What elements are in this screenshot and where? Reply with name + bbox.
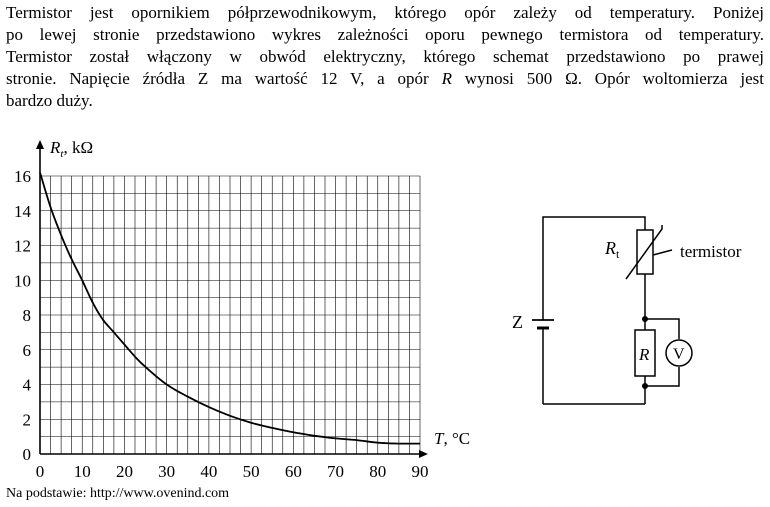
x-tick-label: 70 [327, 462, 345, 481]
y-tick-label: 2 [22, 410, 31, 430]
chart-axes [36, 140, 428, 458]
y-tick-label: 8 [22, 306, 31, 325]
y-tick-label: 6 [22, 340, 31, 360]
line-4-part-a: stronie. Napięcie źródła Z ma wartość 12 V, a opór [6, 69, 442, 88]
line-4-part-b: wynosi 500 Ω. Opór woltomierza jest [451, 69, 765, 88]
x-tick-label: 60 [284, 462, 302, 481]
y-axis-arrow [36, 140, 44, 149]
thermistor-pointer [653, 250, 672, 255]
resistor-label: R [639, 345, 650, 364]
junction-bottom [642, 383, 648, 389]
y-tick-label: 14 [14, 201, 31, 221]
x-tick-labels [36, 462, 429, 481]
y-tick-label: 10 [14, 271, 31, 291]
x-tick-label: 10 [73, 462, 91, 481]
x-axis-label: T, °C [434, 429, 471, 448]
junction-top [642, 316, 648, 322]
y-axis-label: $R_t$, kΩ [50, 138, 94, 160]
problem-text-line-3: Termistor został włączony w obwód elektryczny, którego schemat przedstawiono po prawej [6, 47, 764, 66]
y-tick-labels [14, 167, 32, 464]
voltmeter-label: V [673, 346, 685, 363]
y-tick-label: 0 [22, 445, 31, 464]
thermistor-label: $R_t$ [605, 238, 620, 261]
problem-text-line-1: Termistor jest opornikiem półprzewodnikowym, którego opór zależy od temperatury. Poniżej [6, 3, 764, 22]
x-tick-label: 20 [115, 462, 133, 481]
x-tick-label: 90 [411, 462, 429, 481]
x-tick-label: 40 [200, 462, 218, 481]
chart-grid [40, 176, 420, 454]
x-tick-label: 50 [242, 462, 260, 481]
source-note: Na podstawie: http://www.ovenind.com [6, 486, 230, 501]
thermistor-note: termistor [680, 242, 742, 261]
y-tick-label: 12 [14, 236, 31, 256]
circuit-wire-top [543, 217, 645, 320]
x-tick-label: 80 [369, 462, 387, 481]
source-label: Z [512, 312, 523, 332]
problem-text-line-5: bardzo duży. [6, 91, 93, 110]
problem-text-line-2: po lewej stronie przedstawiono wykres zależności oporu pewnego termistora od temperatury. [6, 25, 764, 44]
y-tick-label: 16 [14, 167, 31, 186]
y-tick-label: 4 [22, 375, 31, 395]
resistor-symbol-inline: R [441, 69, 452, 88]
x-tick-label: 0 [35, 462, 45, 481]
x-tick-label: 30 [158, 462, 176, 481]
x-axis-arrow [419, 450, 428, 458]
